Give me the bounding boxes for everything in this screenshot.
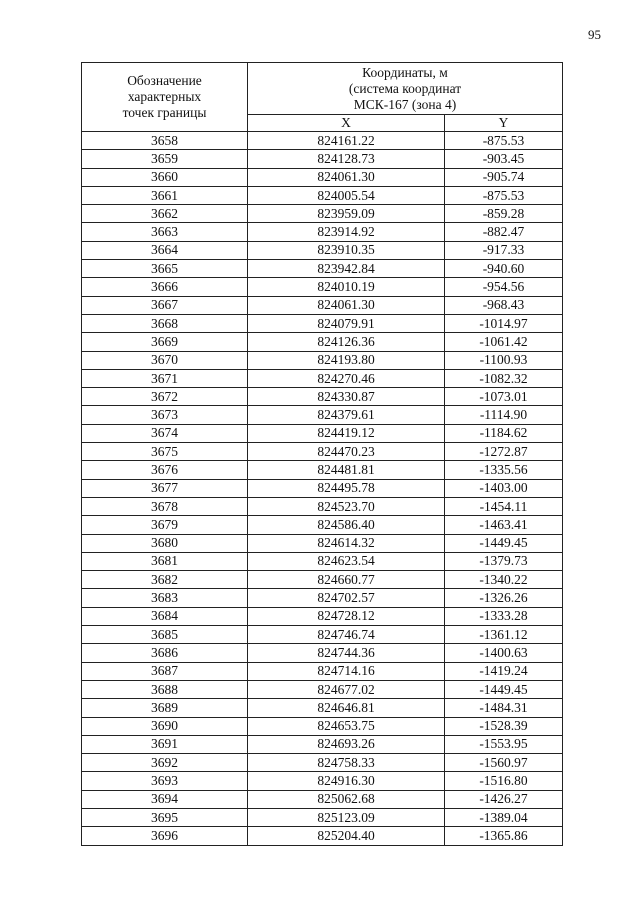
- point-cell: 3658: [82, 132, 248, 150]
- table-body: [82, 132, 563, 846]
- table-row: [82, 680, 563, 698]
- table-row: [82, 351, 563, 369]
- x-coordinate-cell: 825062.68: [248, 790, 445, 808]
- table-row: [82, 735, 563, 753]
- point-cell: 3674: [82, 424, 248, 442]
- x-coordinate-cell: 824623.54: [248, 552, 445, 570]
- y-coordinate-cell: -1361.12: [445, 626, 563, 644]
- point-cell: 3661: [82, 186, 248, 204]
- x-coordinate-cell: 825123.09: [248, 808, 445, 826]
- y-coordinate-cell: -1082.32: [445, 369, 563, 387]
- point-cell: 3680: [82, 534, 248, 552]
- x-coordinate-cell: 824193.80: [248, 351, 445, 369]
- table-row: [82, 296, 563, 314]
- table-row: [82, 754, 563, 772]
- x-coordinate-cell: 824495.78: [248, 479, 445, 497]
- x-coordinate-cell: 824010.19: [248, 278, 445, 296]
- table-row: [82, 516, 563, 534]
- table-row: [82, 607, 563, 625]
- x-coordinate-cell: 824916.30: [248, 772, 445, 790]
- table-row: [82, 241, 563, 259]
- x-coordinate-cell: 824744.36: [248, 644, 445, 662]
- x-coordinate-cell: 824161.22: [248, 132, 445, 150]
- x-coordinate-cell: 823959.09: [248, 205, 445, 223]
- y-coordinate-cell: -1400.63: [445, 644, 563, 662]
- y-coordinate-cell: -1484.31: [445, 699, 563, 717]
- point-column-header: [82, 63, 248, 132]
- y-coordinate-cell: -1516.80: [445, 772, 563, 790]
- table-row: [82, 827, 563, 845]
- point-cell: 3663: [82, 223, 248, 241]
- y-coordinate-cell: -1340.22: [445, 571, 563, 589]
- table-row: [82, 626, 563, 644]
- y-coordinate-cell: -968.43: [445, 296, 563, 314]
- table-row: [82, 150, 563, 168]
- point-cell: 3666: [82, 278, 248, 296]
- page-number: 95: [588, 27, 601, 42]
- table-row: [82, 662, 563, 680]
- point-cell: 3696: [82, 827, 248, 845]
- point-cell: 3682: [82, 571, 248, 589]
- table-row: [82, 552, 563, 570]
- point-header-line: точек границы: [122, 105, 207, 120]
- table-row: [82, 497, 563, 515]
- x-coordinate-cell: 824614.32: [248, 534, 445, 552]
- coordinates-header-line: Координаты, м: [362, 64, 448, 80]
- y-coordinate-cell: -875.53: [445, 132, 563, 150]
- point-cell: 3692: [82, 754, 248, 772]
- table-row: [82, 443, 563, 461]
- y-coordinate-cell: -1454.11: [445, 497, 563, 515]
- point-cell: 3662: [82, 205, 248, 223]
- y-coordinate-cell: -1365.86: [445, 827, 563, 845]
- table-row: [82, 333, 563, 351]
- x-coordinate-cell: 824677.02: [248, 680, 445, 698]
- table-row: [82, 260, 563, 278]
- y-coordinate-cell: -1100.93: [445, 351, 563, 369]
- x-coordinate-cell: 824660.77: [248, 571, 445, 589]
- x-coordinate-cell: 824470.23: [248, 443, 445, 461]
- table-row: [82, 223, 563, 241]
- y-coordinate-cell: -903.45: [445, 150, 563, 168]
- x-coordinate-cell: 824419.12: [248, 424, 445, 442]
- point-cell: 3672: [82, 388, 248, 406]
- x-coordinate-cell: 824005.54: [248, 186, 445, 204]
- y-coordinate-cell: -1326.26: [445, 589, 563, 607]
- y-coordinate-cell: -1389.04: [445, 808, 563, 826]
- y-coordinate-cell: -1449.45: [445, 534, 563, 552]
- y-coordinate-cell: -1426.27: [445, 790, 563, 808]
- y-coordinate-cell: -954.56: [445, 278, 563, 296]
- x-coordinate-cell: 824061.30: [248, 168, 445, 186]
- table-row: [82, 278, 563, 296]
- point-cell: 3687: [82, 662, 248, 680]
- y-coordinate-cell: -917.33: [445, 241, 563, 259]
- x-coordinate-cell: 824758.33: [248, 754, 445, 772]
- y-coordinate-cell: -1184.62: [445, 424, 563, 442]
- x-coordinate-cell: 824653.75: [248, 717, 445, 735]
- y-coordinate-cell: -1061.42: [445, 333, 563, 351]
- table-row: [82, 571, 563, 589]
- x-coordinate-cell: 824330.87: [248, 388, 445, 406]
- table-row: [82, 717, 563, 735]
- point-cell: 3668: [82, 314, 248, 332]
- point-header-line: Обозначение: [127, 73, 202, 88]
- point-cell: 3695: [82, 808, 248, 826]
- point-cell: 3685: [82, 626, 248, 644]
- point-cell: 3664: [82, 241, 248, 259]
- point-cell: 3689: [82, 699, 248, 717]
- point-cell: 3659: [82, 150, 248, 168]
- point-cell: 3676: [82, 461, 248, 479]
- point-cell: 3688: [82, 680, 248, 698]
- point-cell: 3684: [82, 607, 248, 625]
- x-coordinate-cell: 824126.36: [248, 333, 445, 351]
- y-coordinate-cell: -1335.56: [445, 461, 563, 479]
- table-row: [82, 186, 563, 204]
- y-column-header: Y: [445, 115, 563, 132]
- coordinates-header: [248, 63, 563, 115]
- point-cell: 3665: [82, 260, 248, 278]
- x-coordinate-cell: 825204.40: [248, 827, 445, 845]
- table-row: [82, 808, 563, 826]
- point-cell: 3694: [82, 790, 248, 808]
- x-coordinate-cell: 824714.16: [248, 662, 445, 680]
- x-coordinate-cell: 824702.57: [248, 589, 445, 607]
- x-coordinate-cell: 824481.81: [248, 461, 445, 479]
- point-header-line: характерных: [127, 89, 202, 104]
- point-cell: 3669: [82, 333, 248, 351]
- y-coordinate-cell: -905.74: [445, 168, 563, 186]
- x-coordinate-cell: 824128.73: [248, 150, 445, 168]
- table-row: [82, 534, 563, 552]
- x-coordinate-cell: 824728.12: [248, 607, 445, 625]
- point-cell: 3677: [82, 479, 248, 497]
- y-coordinate-cell: -1333.28: [445, 607, 563, 625]
- point-cell: 3667: [82, 296, 248, 314]
- x-coordinate-cell: 824746.74: [248, 626, 445, 644]
- coordinates-table: [81, 62, 563, 846]
- x-coordinate-cell: 824646.81: [248, 699, 445, 717]
- coordinates-header-line: МСК-167 (зона 4): [353, 96, 457, 112]
- point-cell: 3693: [82, 772, 248, 790]
- point-cell: 3675: [82, 443, 248, 461]
- x-coordinate-cell: 823942.84: [248, 260, 445, 278]
- y-coordinate-cell: -859.28: [445, 205, 563, 223]
- table-row: [82, 699, 563, 717]
- y-coordinate-cell: -1560.97: [445, 754, 563, 772]
- table-row: [82, 369, 563, 387]
- y-coordinate-cell: -875.53: [445, 186, 563, 204]
- coordinates-header-line: (система координат: [348, 80, 462, 96]
- x-coordinate-cell: 824379.61: [248, 406, 445, 424]
- x-column-header: X: [248, 115, 445, 132]
- y-coordinate-cell: -882.47: [445, 223, 563, 241]
- x-coordinate-cell: 823914.92: [248, 223, 445, 241]
- y-coordinate-cell: -1553.95: [445, 735, 563, 753]
- point-cell: 3679: [82, 516, 248, 534]
- table-row: [82, 479, 563, 497]
- table-row: [82, 388, 563, 406]
- y-coordinate-cell: -1449.45: [445, 680, 563, 698]
- table-row: [82, 205, 563, 223]
- y-coordinate-cell: -1463.41: [445, 516, 563, 534]
- table-row: [82, 790, 563, 808]
- table-row: [82, 406, 563, 424]
- point-cell: 3686: [82, 644, 248, 662]
- point-cell: 3681: [82, 552, 248, 570]
- x-coordinate-cell: 824270.46: [248, 369, 445, 387]
- point-cell: 3671: [82, 369, 248, 387]
- table-row: [82, 644, 563, 662]
- point-cell: 3673: [82, 406, 248, 424]
- x-coordinate-cell: 823910.35: [248, 241, 445, 259]
- y-coordinate-cell: -1419.24: [445, 662, 563, 680]
- y-coordinate-cell: -1014.97: [445, 314, 563, 332]
- point-cell: 3670: [82, 351, 248, 369]
- point-cell: 3690: [82, 717, 248, 735]
- y-coordinate-cell: -1272.87: [445, 443, 563, 461]
- table-row: [82, 132, 563, 150]
- table-row: [82, 168, 563, 186]
- y-coordinate-cell: -1114.90: [445, 406, 563, 424]
- table-row: [82, 589, 563, 607]
- point-cell: 3691: [82, 735, 248, 753]
- x-coordinate-cell: 824079.91: [248, 314, 445, 332]
- x-coordinate-cell: 824586.40: [248, 516, 445, 534]
- y-coordinate-cell: -1528.39: [445, 717, 563, 735]
- point-cell: 3660: [82, 168, 248, 186]
- y-coordinate-cell: -1403.00: [445, 479, 563, 497]
- y-coordinate-cell: -1379.73: [445, 552, 563, 570]
- y-coordinate-cell: -1073.01: [445, 388, 563, 406]
- table-row: [82, 461, 563, 479]
- y-coordinate-cell: -940.60: [445, 260, 563, 278]
- point-cell: 3683: [82, 589, 248, 607]
- x-coordinate-cell: 824061.30: [248, 296, 445, 314]
- x-coordinate-cell: 824523.70: [248, 497, 445, 515]
- table-row: [82, 314, 563, 332]
- table-row: [82, 772, 563, 790]
- x-coordinate-cell: 824693.26: [248, 735, 445, 753]
- table-row: [82, 424, 563, 442]
- point-cell: 3678: [82, 497, 248, 515]
